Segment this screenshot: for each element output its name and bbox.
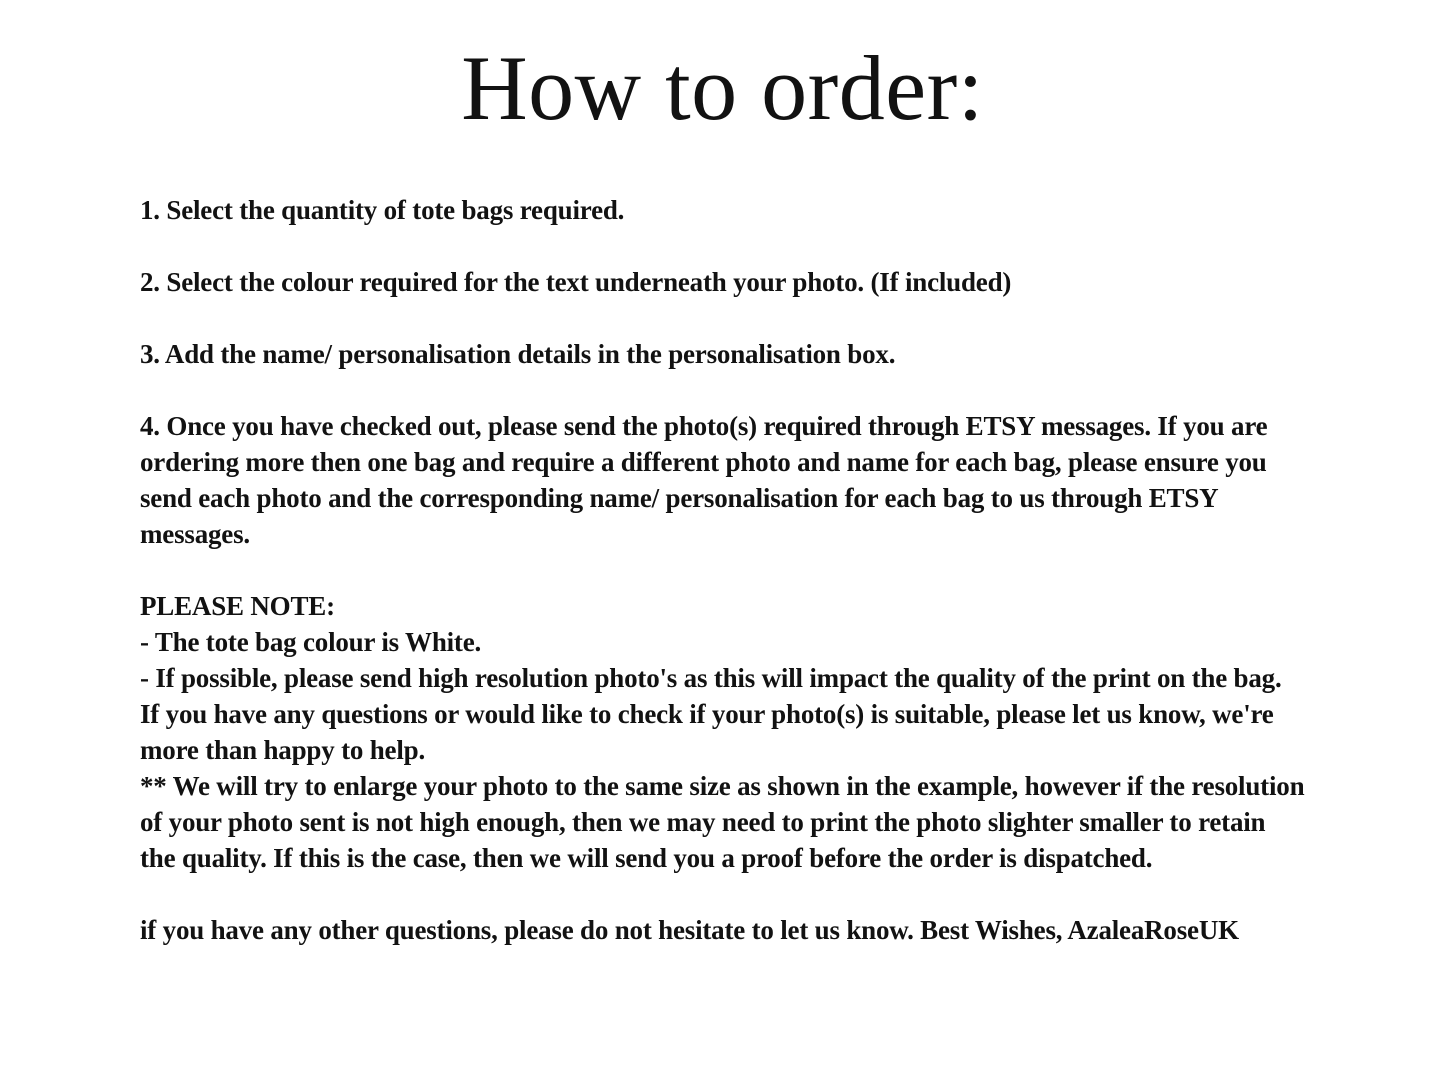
note-bag-colour: - The tote bag colour is White. [140, 626, 482, 657]
page-title: How to order: [461, 37, 984, 139]
please-note-heading: PLEASE NOTE: [140, 590, 335, 621]
step-2-colour: 2. Select the colour required for the text underneath your photo. (If included) [140, 266, 1012, 297]
closing-line: if you have any other questions, please do not hesitate to let us know. Best Wishes, AzaleaRoseUK [140, 914, 1239, 945]
step-4-send-photos: 4. Once you have checked out, please send the photo(s) required through ETSY messages. If you are ordering more then one bag and require a different photo and name for each bag, please ensure you send each photo and the corresponding name/ personalisation for each bag to us through ETSY messages. [140, 410, 1268, 549]
note-enlarge-proof: ** We will try to enlarge your photo to the same size as shown in the example, however if the resolution of your photo sent is not high enough, then we may need to print the photo slighter smaller to retain the quality. If this is the case, then we will send you a proof before the order is dispatched. [140, 770, 1305, 873]
step-3-personalisation: 3. Add the name/ personalisation details in the personalisation box. [140, 338, 896, 369]
step-1-quantity: 1. Select the quantity of tote bags required. [140, 194, 625, 225]
instructions-body [140, 192, 1305, 948]
note-high-resolution: - If possible, please send high resolution photo's as this will impact the quality of the print on the bag. If you have any questions or would like to check if your photo(s) is suitable, please let us know, we're more than happy to help. [140, 662, 1282, 765]
